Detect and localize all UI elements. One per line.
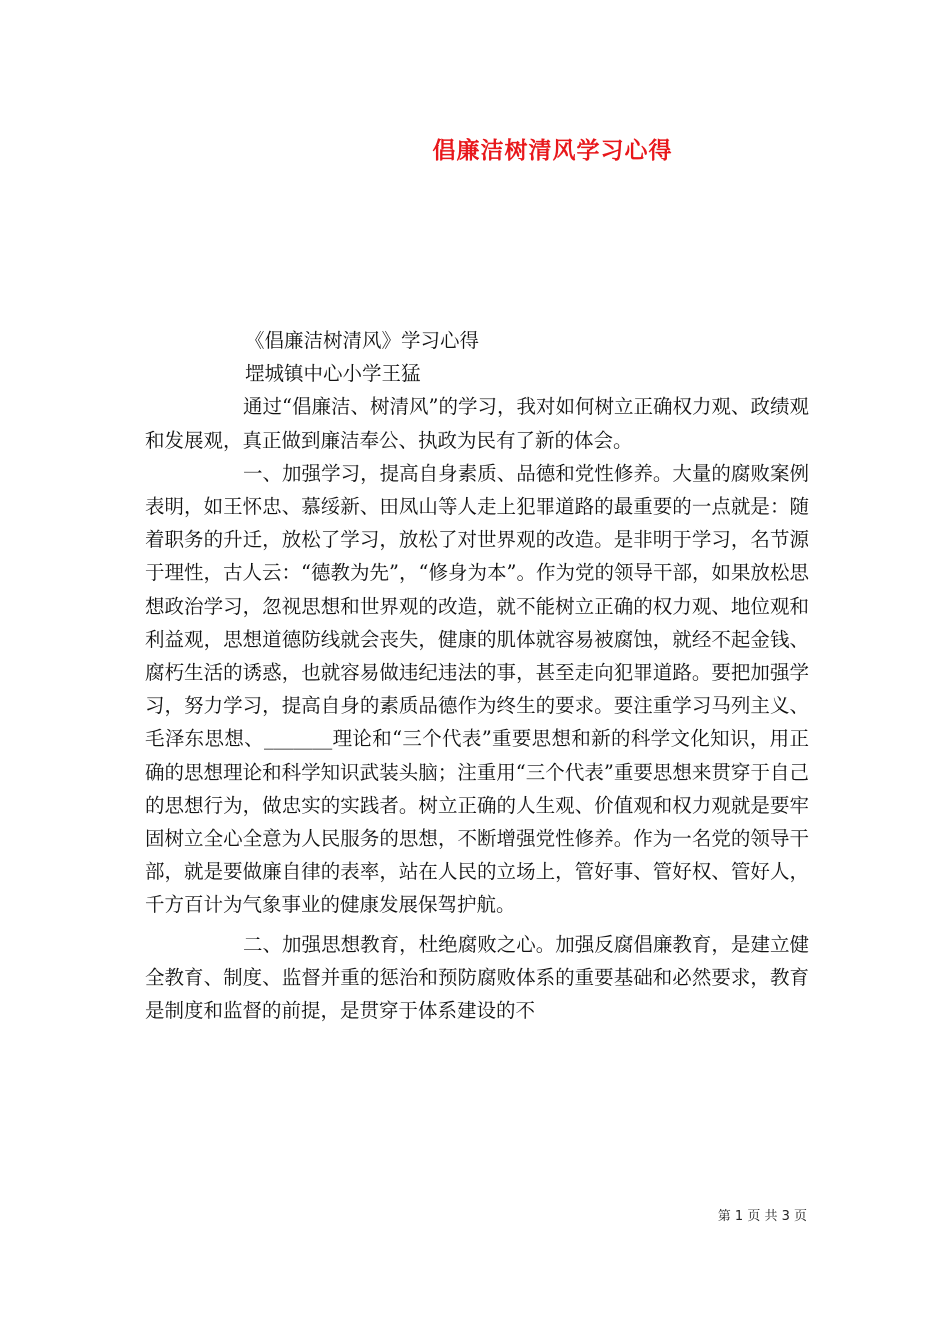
- page-number: 第 1 页 共 3 页: [717, 1209, 807, 1224]
- paragraph-section-1: 一、加强学习，提高自身素质、品德和党性修养。大量的腐败案例表明，如王怀忠、慕绥新、田凤山等人走上犯罪道路的最重要的一点就是：随着职务的升迁，放松了学习，放松了对世界观的改造。是非明于学习，名节源于理性，古人云：“德教为先”，“修身为本”。作为党的领导干部，如果放松思想政治学习，忽视思想和世界观的改造，就不能树立正确的权力观、地位观和利益观，思想道德防线就会丧失，健康的肌体就容易被腐蚀，就经不起金钱、腐朽生活的诱惑，也就容易做违纪违法的事，甚至走向犯罪道路。要把加强学习，努力学习，提高自身的素质品德作为终生的要求。要注重学习马列主义、毛泽东思想、_______理论和“三个代表”重要思想和新的科学文化知识，用正确的思想理论和科学知识武装头脑；注重用“三个代表”重要思想来贯穿于自己的思想行为，做忠实的实践者。树立正确的人生观、价值观和权力观就是要牢固树立全心全意为人民服务的思想，不断增强党性修养。作为一名党的领导干部，就是要做廉自律的表率，站在人民的立场上，管好事、管好权、管好人，千方百计为气象事业的健康发展保驾护航。: [145, 461, 809, 917]
- article-heading: 《倡廉洁树清风》学习心得: [245, 329, 480, 352]
- document-body: [145, 324, 809, 1027]
- author-line: 堽城镇中心小学王猛: [245, 362, 421, 386]
- paragraph-section-2: 二、加强思想教育，杜绝腐败之心。加强反腐倡廉教育，是建立健全教育、制度、监督并重的惩治和预防腐败体系的重要基础和必然要求，教育是制度和监督的前提，是贯穿于体系建设的不: [145, 932, 809, 1023]
- paragraph-intro: 通过“倡廉洁、树清风”的学习，我对如何树立正确权力观、政绩观和发展观，真正做到廉洁奉公、执政为民有了新的体会。: [145, 395, 809, 452]
- document-title: 倡廉洁树清风学习心得: [432, 137, 673, 164]
